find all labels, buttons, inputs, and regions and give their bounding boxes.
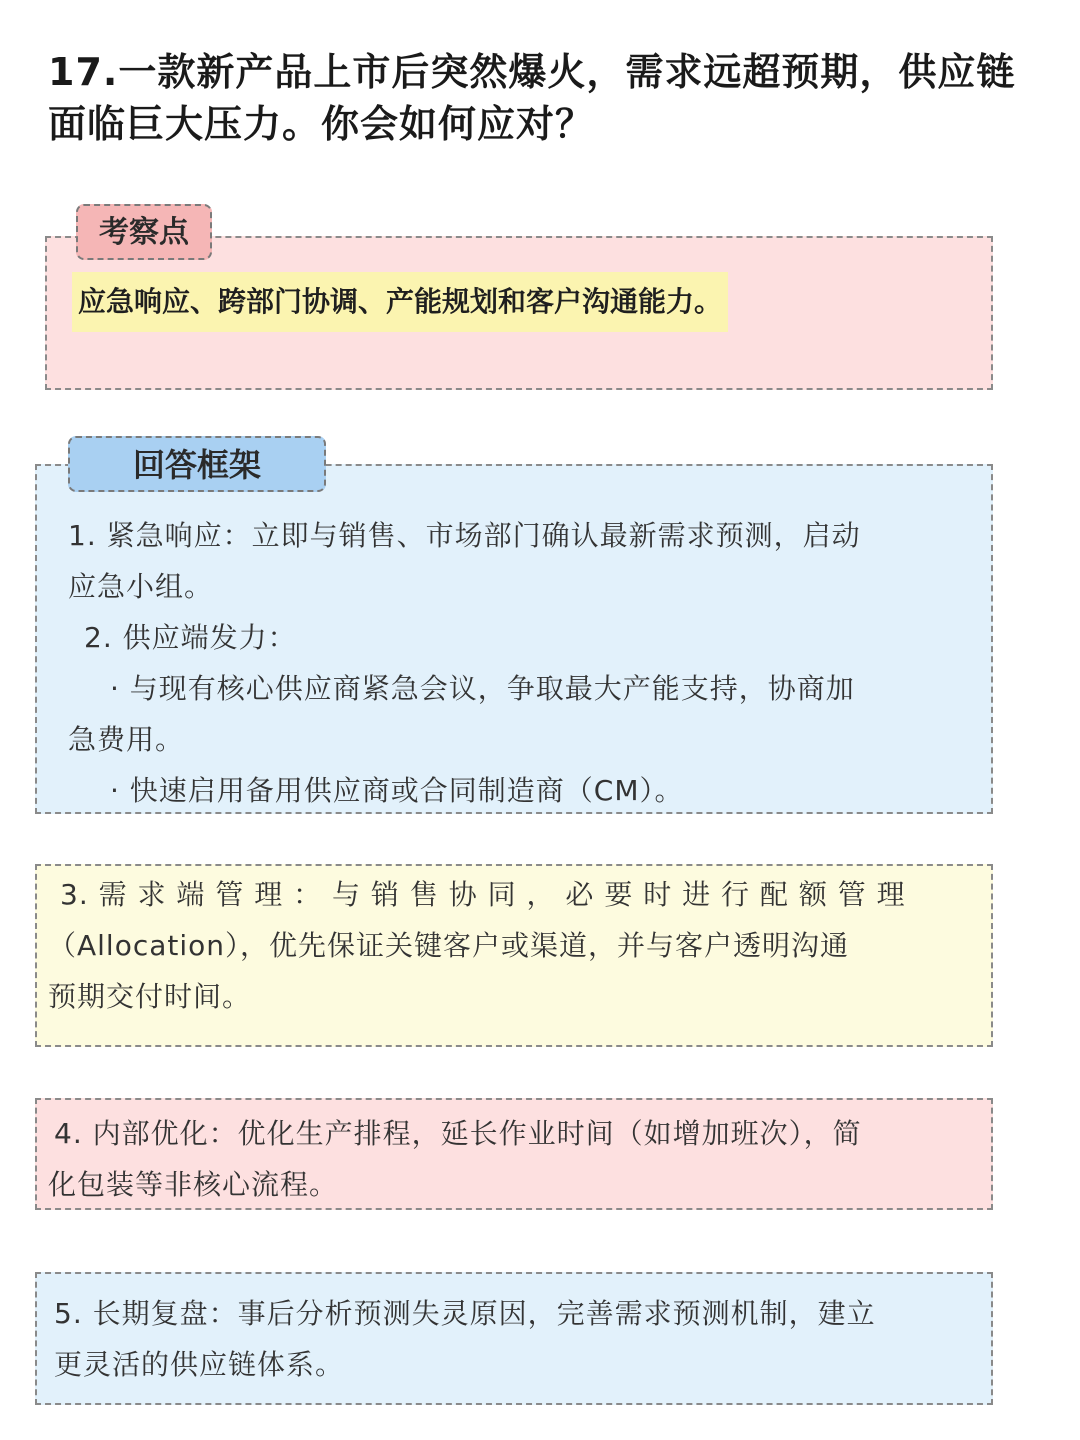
framework-line-3: 2. 供应端发力： — [84, 621, 297, 654]
framework-line-1: 1. 紧急响应：立即与销售、市场部门确认最新需求预测，启动 — [68, 519, 861, 552]
point-3-line-1: 3. 需 求 端 管 理 ： 与 销 售 协 同 ， 必 要 时 进 行 配 额 管 理 — [60, 878, 906, 911]
point-3-line-2: （Allocation），优先保证关键客户或渠道，并与客户透明沟通 — [48, 929, 850, 962]
point-5-line-1: 5. 长期复盘：事后分析预测失灵原因，完善需求预测机制，建立 — [54, 1297, 876, 1330]
framework-line-2: 应急小组。 — [68, 570, 214, 603]
point-4-line-1: 4. 内部优化：优化生产排程，延长作业时间（如增加班次），简 — [54, 1117, 862, 1150]
framework-line-6: · 快速启用备用供应商或合同制造商（CM）。 — [110, 774, 684, 807]
point-5-line-2: 更灵活的供应链体系。 — [54, 1348, 345, 1381]
framework-tag: 回答框架 — [68, 436, 326, 492]
exam-points-content: 应急响应、跨部门协调、产能规划和客户沟通能力。 — [72, 272, 728, 332]
point-3-line-3: 预期交付时间。 — [48, 980, 252, 1013]
exam-points-tag: 考察点 — [76, 204, 212, 260]
point-4-line-2: 化包装等非核心流程。 — [48, 1168, 339, 1201]
framework-line-4: · 与现有核心供应商紧急会议，争取最大产能支持，协商加 — [110, 672, 855, 705]
framework-line-5: 急费用。 — [68, 723, 185, 756]
question-title: 17.一款新产品上市后突然爆火，需求远超预期，供应链面临巨大压力。你会如何应对？ — [48, 50, 1016, 146]
